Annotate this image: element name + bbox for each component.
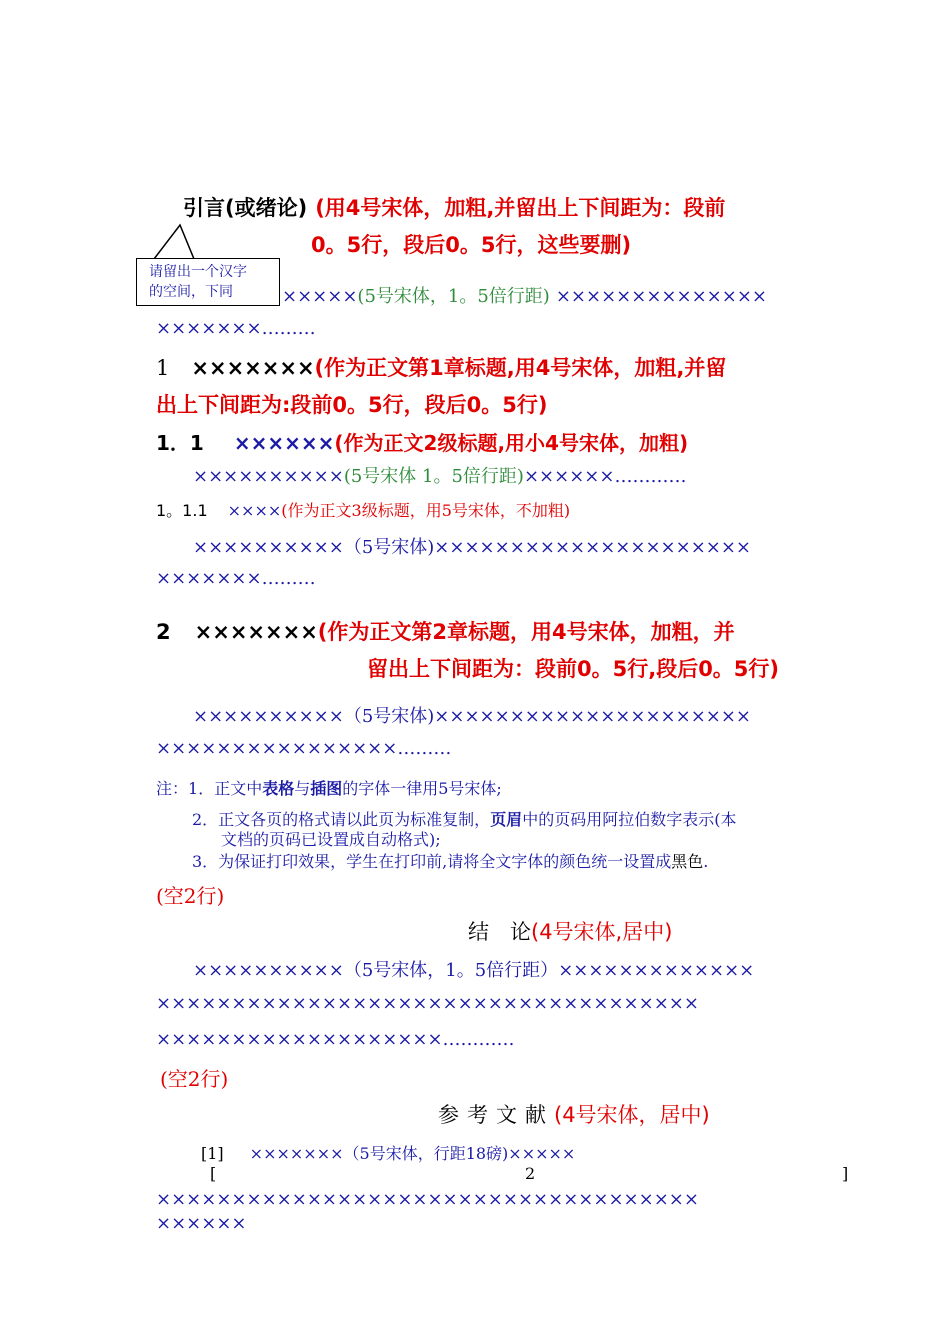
chapter1-number: 1 bbox=[156, 356, 170, 380]
note-2-cont: 文档的页码已设置成自动格式); bbox=[221, 830, 441, 849]
conclusion-heading bbox=[468, 916, 672, 946]
chapter1-title: ××××××× bbox=[191, 356, 315, 380]
note3-b: . bbox=[703, 852, 709, 871]
note2-a: 2．正文各页的格式请以此页为标准复制， bbox=[192, 810, 491, 829]
section11-body bbox=[193, 462, 686, 488]
note2-b: 中的页码用阿拉伯数字表示(本 bbox=[522, 810, 737, 829]
section11-number: 1．1 bbox=[156, 431, 204, 455]
conclusion-body-start: ××××××××××（5号宋体，1。5倍行距） bbox=[193, 960, 559, 981]
note-3 bbox=[192, 849, 708, 872]
chapter1-heading bbox=[156, 352, 726, 382]
chapter2-title: ××××××× bbox=[194, 620, 318, 644]
section11-note: (作为正文2级标题,用小4号宋体，加粗) bbox=[334, 431, 689, 455]
intro-heading bbox=[183, 192, 725, 222]
intro-body-line1 bbox=[282, 282, 767, 308]
reference-1 bbox=[201, 1141, 575, 1164]
chapter1-note: (作为正文第1章标题,用4号宋体，加粗,并留 bbox=[314, 356, 727, 380]
section11-body-end: ××××××………… bbox=[523, 466, 687, 487]
intro-note-line2: 0。5行，段后0。5行，这些要删) bbox=[311, 233, 632, 257]
ref2-open-bracket: [ bbox=[210, 1164, 217, 1183]
intro-body-line2: ×××××××……… bbox=[156, 318, 316, 339]
chapter2-body-line1: ××××××××××（5号宋体)××××××××××××××××××××× bbox=[193, 706, 752, 727]
ref1-number: [1] bbox=[201, 1144, 224, 1163]
callout-box bbox=[136, 258, 280, 306]
note1-a: 1．正文中 bbox=[188, 779, 263, 798]
chapter2-body-line2: ××××××××××××××××……… bbox=[156, 738, 452, 759]
chapter2-number: 2 bbox=[156, 620, 171, 644]
note1-and: 与 bbox=[294, 779, 311, 798]
intro-body-note: (5号宋体，1。5倍行距) bbox=[357, 286, 550, 307]
section111-heading bbox=[156, 498, 570, 521]
ref2-line1: ×××××××××××××××××××××××××××××××××××× bbox=[156, 1189, 699, 1210]
ref2-number: 2 bbox=[525, 1164, 536, 1183]
conclusion-body-end: ××××××××××××× bbox=[558, 960, 755, 981]
note1-b: 的字体一律用5号宋体; bbox=[342, 779, 502, 798]
note2-header: 页眉 bbox=[490, 810, 523, 829]
callout-tail bbox=[148, 223, 198, 261]
blank-lines-1: (空2行) bbox=[156, 884, 225, 908]
intro-body-start: ××××× bbox=[282, 286, 358, 307]
conclusion-body-line2: ×××××××××××××××××××××××××××××××××××× bbox=[156, 993, 699, 1014]
conclusion-title: 结 论 bbox=[468, 920, 531, 944]
section111-body-line1: ××××××××××（5号宋体)××××××××××××××××××××× bbox=[193, 537, 752, 558]
section111-number: 1。1.1 bbox=[156, 501, 208, 520]
references-title: 参考文献 bbox=[438, 1103, 554, 1127]
intro-body-end: ×××××××××××××× bbox=[555, 286, 767, 307]
note1-table: 表格 bbox=[262, 779, 295, 798]
section111-title: ×××× bbox=[227, 501, 282, 520]
ref2-close-bracket: ] bbox=[842, 1164, 849, 1183]
callout-line2: 的空间，下同 bbox=[149, 284, 233, 300]
chapter1-note-line2: 出上下间距为:段前0。5行，段后0。5行) bbox=[156, 393, 548, 417]
callout-line1: 请留出一个汉字 bbox=[149, 264, 247, 280]
ref1-text: ×××××××（5号宋体，行距18磅)××××× bbox=[249, 1144, 576, 1163]
note3-a: 3．为保证打印效果，学生在打印前,请将全文字体的颜色统一设置成 bbox=[192, 852, 672, 871]
note1-figure: 插图 bbox=[310, 779, 343, 798]
chapter2-note-line2: 留出上下间距为：段前0。5行,段后0。5行) bbox=[367, 657, 780, 681]
references-note: (4号宋体，居中) bbox=[554, 1103, 710, 1127]
section111-body-line2: ×××××××……… bbox=[156, 568, 316, 589]
conclusion-note: (4号宋体,居中) bbox=[531, 920, 673, 944]
section11-body-note: (5号宋体 1。5倍行距) bbox=[343, 466, 524, 487]
section11-heading bbox=[156, 427, 688, 456]
chapter2-note: (作为正文第2章标题，用4号宋体，加粗，并 bbox=[317, 620, 735, 644]
section111-note: (作为正文3级标题，用5号宋体，不加粗) bbox=[281, 501, 571, 520]
intro-title: 引言(或绪论) bbox=[183, 196, 308, 220]
blank-lines-2: (空2行) bbox=[160, 1067, 229, 1091]
note3-black: 黑色 bbox=[671, 852, 704, 871]
section11-title: ×××××× bbox=[233, 431, 335, 455]
chapter2-heading bbox=[156, 616, 735, 646]
notes-label: 注： bbox=[156, 779, 189, 798]
section11-body-start: ×××××××××× bbox=[193, 466, 344, 487]
intro-note: (用4号宋体，加粗,并留出上下间距为：段前 bbox=[315, 196, 726, 220]
ref2-line2: ×××××× bbox=[156, 1213, 247, 1234]
note-1 bbox=[156, 776, 502, 799]
conclusion-body-line1 bbox=[193, 956, 754, 982]
conclusion-body-line3: ×××××××××××××××××××………… bbox=[156, 1029, 515, 1050]
references-heading bbox=[438, 1099, 710, 1129]
